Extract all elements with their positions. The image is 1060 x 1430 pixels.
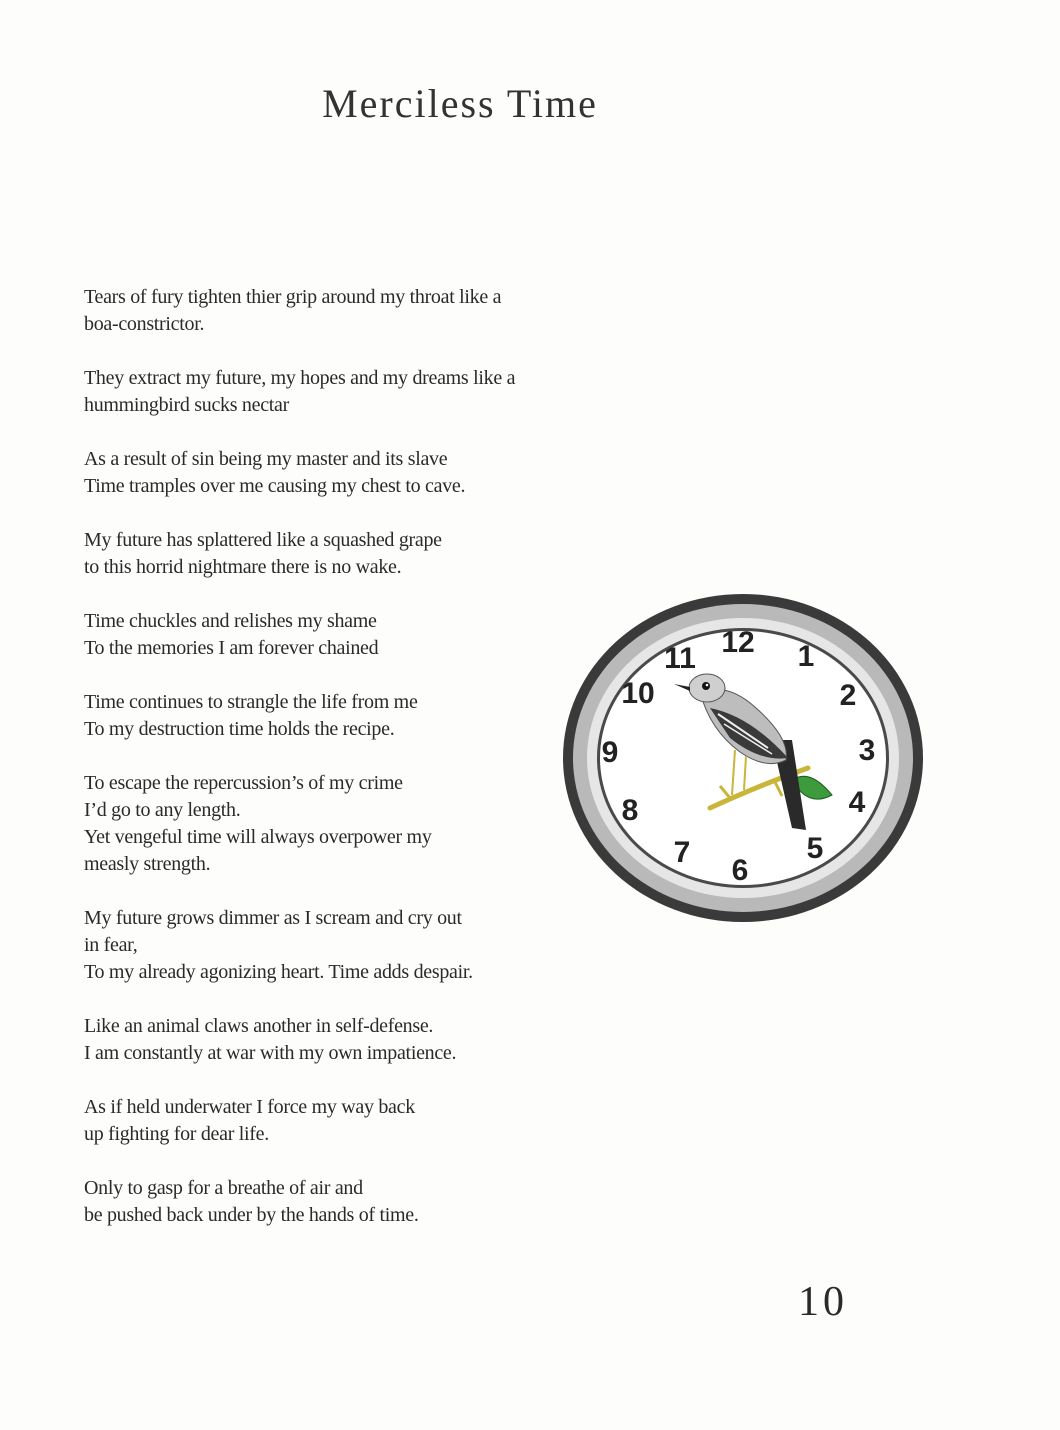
poem-line: be pushed back under by the hands of time. <box>84 1204 419 1226</box>
poem-line: To the memories I am forever chained <box>84 637 379 659</box>
poem-line: Time tramples over me causing my chest to cave. <box>84 475 466 497</box>
clock-illustration <box>560 590 926 926</box>
poem-line: As if held underwater I force my way back <box>84 1096 415 1118</box>
stanza <box>84 689 604 743</box>
poem-line: To my already agonizing heart. Time adds despair. <box>84 961 473 983</box>
clock-number: 3 <box>858 734 876 767</box>
stanza <box>84 1175 604 1229</box>
clock-number: 4 <box>848 786 866 819</box>
clock-number: 1 <box>797 640 815 673</box>
page-number: 10 <box>798 1279 848 1325</box>
stanza <box>84 284 604 338</box>
stanza <box>84 527 604 581</box>
clock-number: 12 <box>721 626 755 659</box>
clock-number: 5 <box>806 832 824 865</box>
clock-number: 8 <box>621 794 639 827</box>
poem-line: Yet vengeful time will always overpower my <box>84 826 432 848</box>
stanza <box>84 1094 604 1148</box>
stanza <box>84 770 604 878</box>
poem-line: I am constantly at war with my own impatience. <box>84 1042 457 1064</box>
clock-number: 7 <box>673 836 691 869</box>
poem-line: Only to gasp for a breathe of air and <box>84 1177 363 1199</box>
poem-line: to this horrid nightmare there is no wake. <box>84 556 402 578</box>
stanza <box>84 1013 604 1067</box>
poem-line: Tears of fury tighten thier grip around my throat like a <box>84 286 502 308</box>
poem-line: Time continues to strangle the life from me <box>84 691 418 713</box>
poem-line: They extract my future, my hopes and my dreams like a <box>84 367 516 389</box>
poem-line: boa-constrictor. <box>84 313 205 335</box>
poem-line: To my destruction time holds the recipe. <box>84 718 395 740</box>
poem-line: I’d go to any length. <box>84 799 241 821</box>
poem-line: hummingbird sucks nectar <box>84 394 289 416</box>
poem-line: Time chuckles and relishes my shame <box>84 610 377 632</box>
stanza <box>84 608 604 662</box>
poem-line: As a result of sin being my master and its slave <box>84 448 448 470</box>
clock-number: 10 <box>621 677 655 710</box>
clock-number: 11 <box>664 642 696 675</box>
stanza <box>84 365 604 419</box>
poem-line: My future has splattered like a squashed grape <box>84 529 442 551</box>
poem-line: To escape the repercussion’s of my crime <box>84 772 403 794</box>
poem-line: My future grows dimmer as I scream and cry out <box>84 907 462 929</box>
stanza <box>84 905 604 986</box>
poem-body <box>84 284 604 1256</box>
poem-line: measly strength. <box>84 853 211 875</box>
poem-line: in fear, <box>84 934 138 956</box>
clock-number: 9 <box>601 736 619 769</box>
poem-line: up fighting for dear life. <box>84 1123 269 1145</box>
clock-face <box>600 631 886 885</box>
clock-number: 2 <box>839 679 857 712</box>
poem-line: Like an animal claws another in self-defense. <box>84 1015 434 1037</box>
page-title: Merciless Time <box>322 81 598 126</box>
stanza <box>84 446 604 500</box>
clock-number: 6 <box>731 854 749 887</box>
clock-icon <box>560 590 926 926</box>
